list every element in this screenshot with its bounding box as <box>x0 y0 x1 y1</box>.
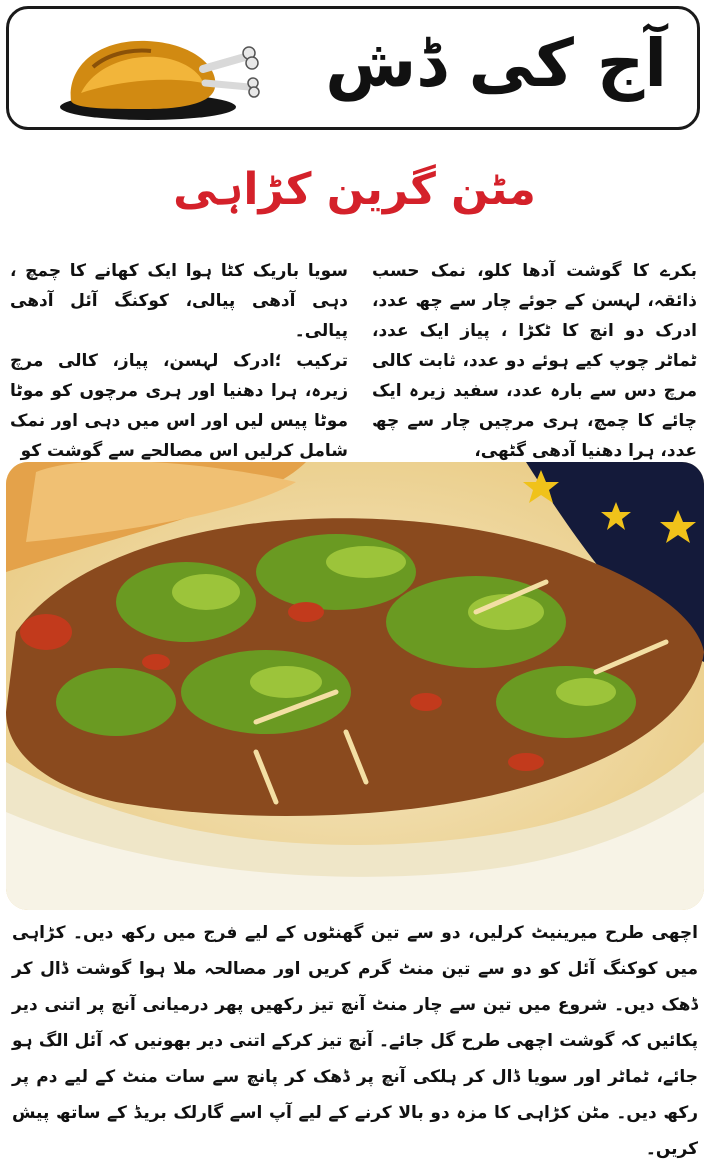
header-banner <box>6 6 700 130</box>
ingredients-text: بکرے کا گوشت آدھا کلو، نمک حسب ذائقہ، لہسن کے جوئے چار سے چھ عدد، ادرک دو انچ کا ٹکڑا ، پیاز ایک عدد، ٹماٹر چوپ کیے ہوئے دو عدد، ثابت کالی مرچ دس سے بارہ عدد، سفید زیرہ ایک چائے کا چمچ، ہری مرچیں چار سے چھ عدد، ہرا دھنیا آدھی گٹھی، <box>372 261 697 461</box>
ingredients-column-left <box>10 256 348 466</box>
dish-title: مٹن گرین کڑاہی <box>173 164 536 215</box>
method-text: اچھی طرح میرینیٹ کرلیں، دو سے تین گھنٹوں کے لیے فرج میں رکھ دیں۔ کڑاہی میں کوکنگ آئل کو دو سے تین منٹ گرم کریں اور مصالحہ ملا ہوا گوشت ڈال کر ڈھک دیں۔ شروع میں تین سے چار منٹ آنچ تیز رکھیں پھر درمیانی آنچ پر اتنی دیر پکائیں کہ گوشت اچھی طرح گل جائے۔ آنچ تیز کرکے اتنی دیر بھونیں کہ آئل الگ ہو جائے، ٹماٹر اور سویا ڈال کر ہلکی آنچ پر ڈھک کر پانچ سے سات منٹ کے لیے دم پر رکھ دیں۔ مٹن کڑاہی کا مزہ دو بالا کرنے کے لیے آپ اسے گارلک بریڈ کے ساتھ پیش کریں۔ <box>12 923 698 1159</box>
roast-chicken-icon <box>53 23 273 123</box>
dish-photo <box>6 462 704 910</box>
page-title: آج کی ڈش <box>325 25 667 102</box>
ingredients-text-continued: سویا باریک کٹا ہوا ایک کھانے کا چمچ ، دہی آدھی پیالی، کوکنگ آئل آدھی پیالی۔ <box>10 261 348 341</box>
ingredients-column-right <box>372 256 697 466</box>
method-intro: ترکیب ؛ادرک لہسن، پیاز، کالی مرچ زیرہ، ہرا دھنیا اور ہری مرچوں کو موٹا موٹا پیس لیں اور اس میں دہی اور نمک شامل کرلیں اس مصالحے سے گوشت کو <box>10 351 348 461</box>
method-continued <box>12 915 698 1167</box>
